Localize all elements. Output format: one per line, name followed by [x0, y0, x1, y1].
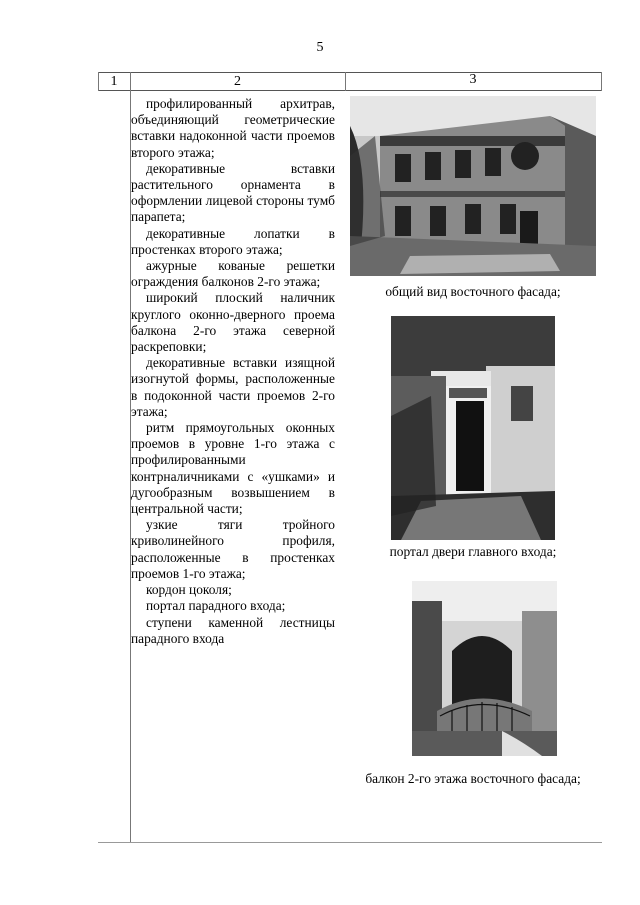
photo-east-facade	[350, 96, 596, 276]
header-col-2: 2	[234, 74, 241, 89]
caption-balcony: балкон 2-го этажа восточного фасада;	[365, 771, 581, 786]
photo-main-entrance-portal	[391, 316, 555, 540]
header-col-1: 1	[110, 74, 118, 89]
page-number: 5	[316, 40, 324, 55]
list-item: ступени каменной лестницы парадного входа	[131, 614, 335, 646]
list-item: ритм прямоугольных оконных проемов в уровне 1-го этажа с профилированными контрналичниками с «ушками» и дугообразным возвышением в центральной части;	[131, 420, 335, 517]
list-item: кордон цоколя;	[146, 582, 232, 598]
list-item: узкие тяги тройного криволинейного профиля, расположенные в простенках проемов 1-го этажа;	[131, 517, 335, 581]
list-item: портал парадного входа;	[146, 598, 286, 614]
photo-balcony	[412, 581, 557, 756]
list-item: ажурные кованые решетки ограждения балконов 2-го этажа;	[131, 258, 335, 290]
list-item: широкий плоский наличник круглого оконно-дверного проема балкона 2-го этажа северной раскреповки;	[131, 290, 335, 355]
list-item: декоративные вставки изящной изогнутой формы, расположенные в подоконной части проемов 2-го этажа;	[131, 355, 335, 419]
list-item: профилированный архитрав, объединяющий геометрические вставки надоконной части проемов второго этажа;	[131, 96, 335, 160]
list-item: декоративные вставки растительного орнамента в оформлении лицевой стороны тумб парапета;	[131, 160, 335, 225]
list-item: декоративные лопатки в простенках второго этажа;	[131, 225, 335, 257]
features-list	[131, 96, 335, 647]
caption-main-entrance-portal: портал двери главного входа;	[389, 544, 557, 559]
header-col-3: 3	[469, 72, 477, 87]
caption-east-facade: общий вид восточного фасада;	[385, 284, 561, 299]
